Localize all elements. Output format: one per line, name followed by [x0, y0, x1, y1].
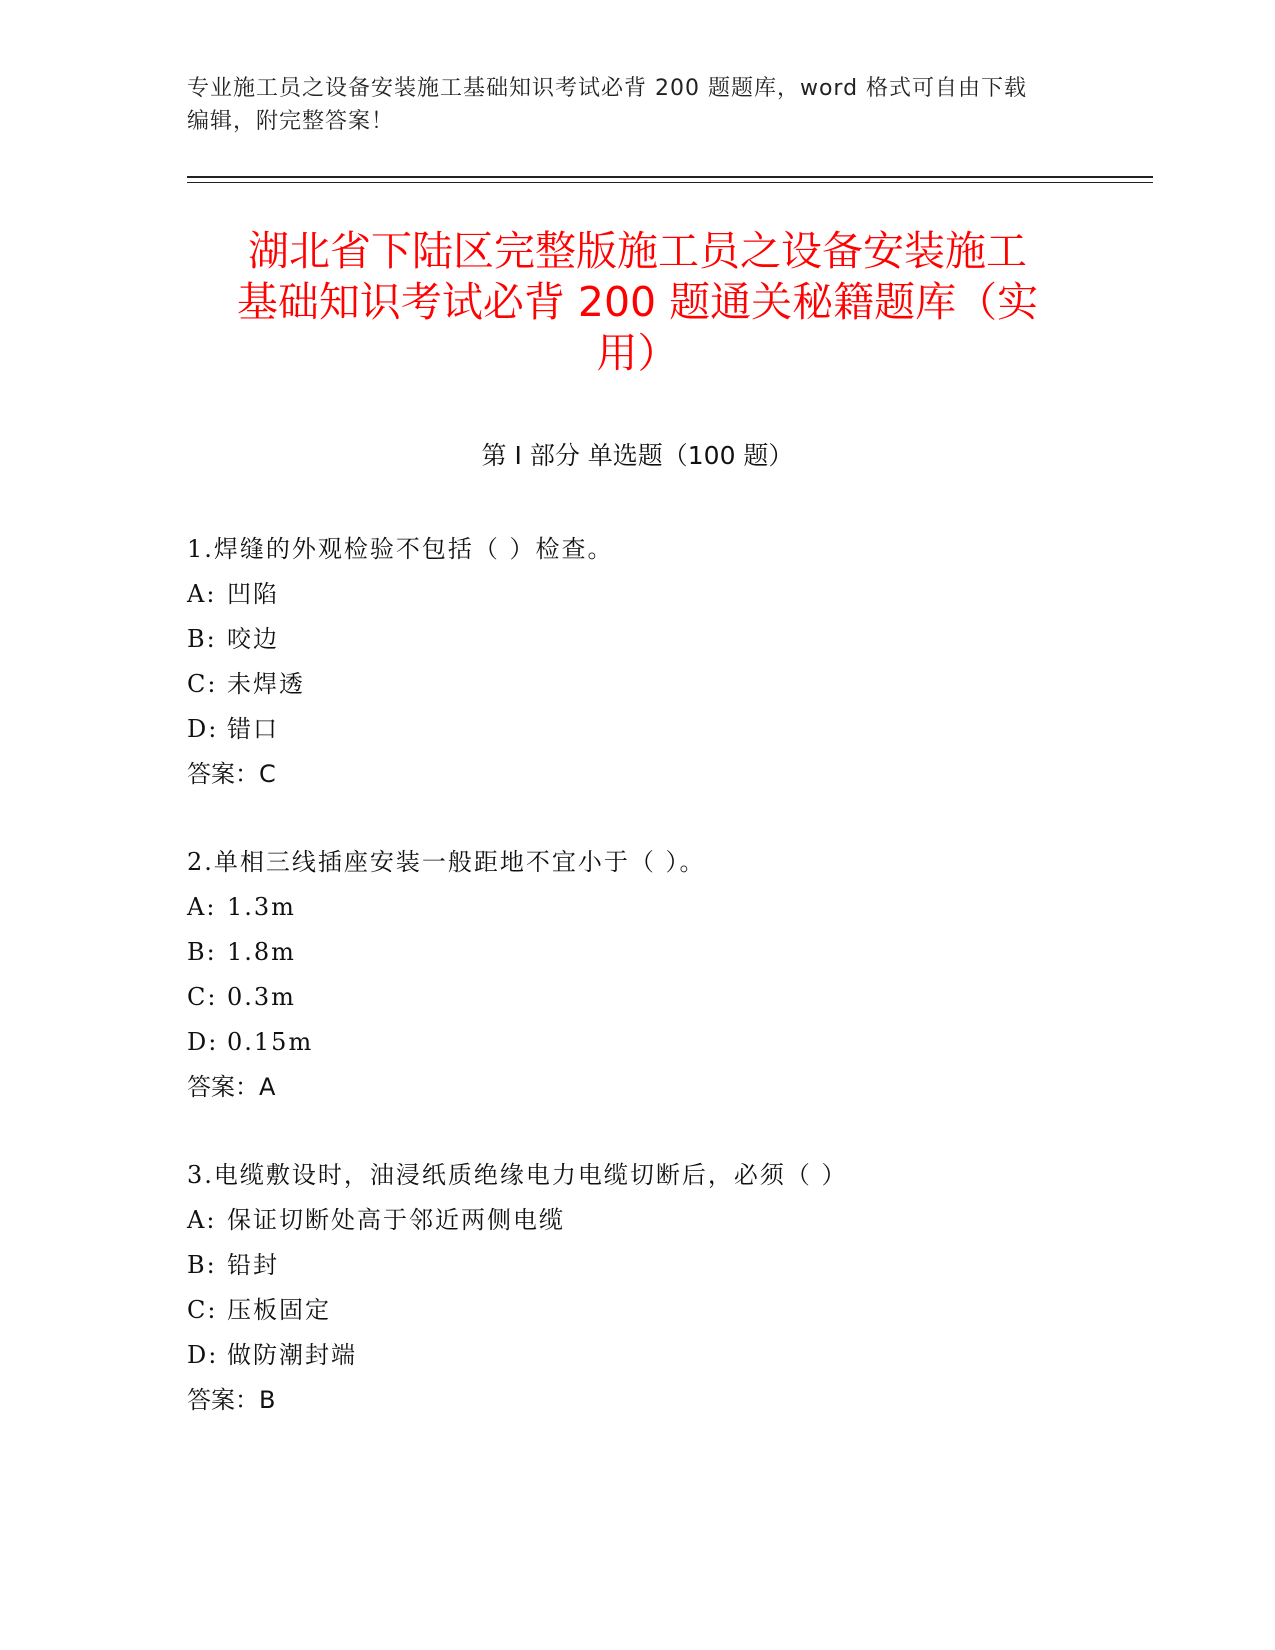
answer-line: 答案：A [187, 1073, 276, 1101]
option-letter: C: [187, 983, 218, 1011]
option-text: 凹陷 [227, 580, 279, 608]
option-text: 咬边 [227, 625, 279, 653]
document-title-line-2: 基础知识考试必背 200 题通关秘籍题库（实 [236, 278, 1039, 326]
option-letter: A: [187, 1206, 217, 1234]
question-stem: 3.电缆敷设时，油浸纸质绝缘电力电缆切断后，必须（ ） [187, 1161, 848, 1189]
option-d [187, 707, 1147, 752]
option-text: 压板固定 [227, 1296, 331, 1324]
option-letter: D: [187, 1028, 219, 1056]
option-b [187, 1243, 1147, 1288]
option-text: 1.8m [227, 938, 296, 966]
option-letter: A: [187, 580, 217, 608]
question-1 [187, 527, 1147, 797]
document-title [180, 226, 1095, 379]
option-text: 保证切断处高于邻近两侧电缆 [227, 1206, 565, 1234]
header-note-line-1: 专业施工员之设备安装施工基础知识考试必背 200 题题库，word 格式可自由下载 [187, 76, 1028, 101]
header-rule-thick [187, 176, 1153, 178]
option-letter: B: [187, 1251, 217, 1279]
option-text: 未焊透 [227, 670, 305, 698]
option-a [187, 1198, 1147, 1243]
option-d [187, 1020, 1147, 1065]
option-a [187, 572, 1147, 617]
option-d [187, 1333, 1147, 1378]
question-list [187, 527, 1147, 1466]
section-heading: 第 I 部分 单选题（100 题） [481, 441, 794, 470]
option-text: 铅封 [227, 1251, 279, 1279]
question-stem: 1.焊缝的外观检验不包括（ ）检查。 [187, 535, 614, 563]
option-letter: B: [187, 938, 217, 966]
option-text: 错口 [227, 715, 279, 743]
option-b [187, 617, 1147, 662]
option-letter: A: [187, 893, 217, 921]
header-note [187, 72, 1087, 138]
option-letter: C: [187, 670, 218, 698]
option-b [187, 930, 1147, 975]
option-text: 0.3m [227, 983, 296, 1011]
document-title-line-3: 用） [596, 329, 679, 377]
answer-line: 答案：C [187, 760, 276, 788]
header-note-line-2: 编辑，附完整答案！ [187, 109, 395, 134]
question-3 [187, 1153, 1147, 1423]
answer-line: 答案：B [187, 1386, 276, 1414]
header-rule-thin [187, 182, 1153, 183]
option-letter: C: [187, 1296, 218, 1324]
question-stem: 2.单相三线插座安装一般距地不宜小于（ ）。 [187, 848, 706, 876]
option-a [187, 885, 1147, 930]
option-text: 0.15m [227, 1028, 314, 1056]
option-letter: D: [187, 1341, 219, 1369]
option-c [187, 975, 1147, 1020]
option-c [187, 662, 1147, 707]
option-c [187, 1288, 1147, 1333]
option-letter: D: [187, 715, 219, 743]
question-2 [187, 840, 1147, 1110]
option-letter: B: [187, 625, 217, 653]
document-title-line-1: 湖北省下陆区完整版施工员之设备安装施工 [248, 227, 1027, 275]
option-text: 做防潮封端 [227, 1341, 357, 1369]
option-text: 1.3m [227, 893, 296, 921]
